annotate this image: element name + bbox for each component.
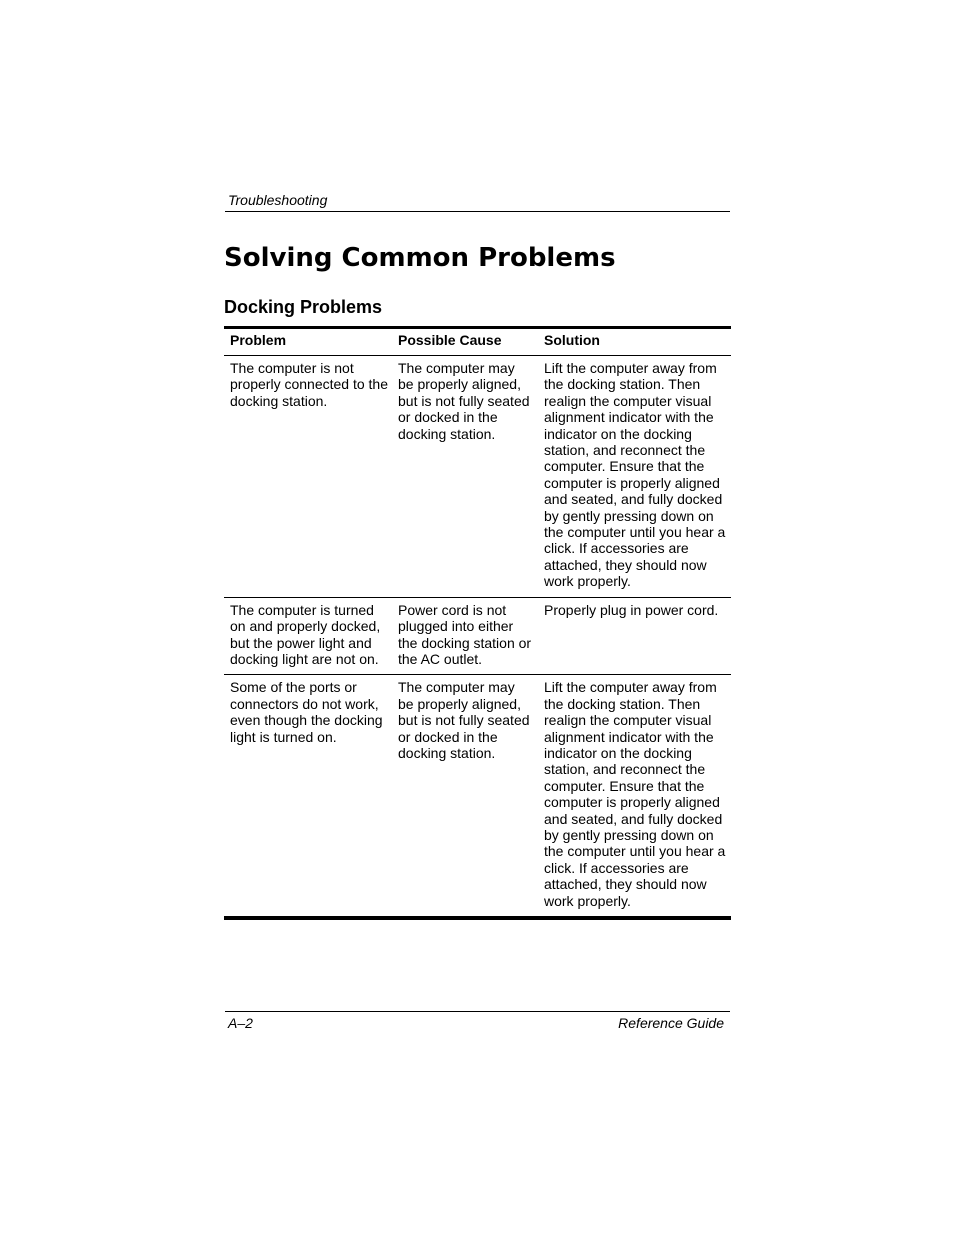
table-row (224, 356, 731, 598)
column-header-solution: Solution (538, 328, 731, 356)
running-head: Troubleshooting (228, 192, 328, 208)
page-number: A–2 (228, 1015, 253, 1031)
table-row (224, 675, 731, 918)
column-header-problem: Problem (224, 328, 392, 356)
cell-possible-cause: Power cord is not plugged into either the docking station or the AC outlet. (392, 597, 538, 675)
table-row (224, 597, 731, 675)
cell-solution: Lift the computer away from the docking station. Then realign the computer visual alignment indicator with the indicator on the docking station, and reconnect the computer. Ensure that the computer is properly aligned and seated, and fully docked by gently pressing down on the computer until you hear a click. If accessories are attached, they should now work properly. (544, 679, 726, 909)
header-rule (225, 211, 730, 212)
cell-possible-cause: The computer may be properly aligned, but is not fully seated or docked in the docking station. (392, 356, 538, 598)
docking-problems-table (224, 326, 731, 920)
cell-solution: Properly plug in power cord. (538, 597, 731, 675)
troubleshooting-table (224, 326, 731, 920)
cell-solution: Lift the computer away from the docking station. Then realign the computer visual alignment indicator with the indicator on the docking station, and reconnect the computer. Ensure that the computer is properly aligned and seated, and fully docked by gently pressing down on the computer until you hear a click. If accessories are attached, they should now work properly. (538, 356, 731, 598)
cell-problem: Some of the ports or connectors do not work, even though the docking light is turned on. (230, 679, 383, 745)
cell-possible-cause: The computer may be properly aligned, but is not fully seated or docked in the docking station. (398, 679, 530, 761)
cell-problem: The computer is not properly connected to the docking station. (224, 356, 392, 598)
cell-problem: The computer is turned on and properly docked, but the power light and docking light are not on. (224, 597, 392, 675)
footer-rule (225, 1011, 730, 1012)
section-title: Docking Problems (224, 297, 383, 317)
guide-name: Reference Guide (618, 1015, 724, 1031)
column-header-possible-cause: Possible Cause (392, 328, 538, 356)
page-title: Solving Common Problems (224, 243, 616, 273)
table-header-row (224, 328, 731, 356)
